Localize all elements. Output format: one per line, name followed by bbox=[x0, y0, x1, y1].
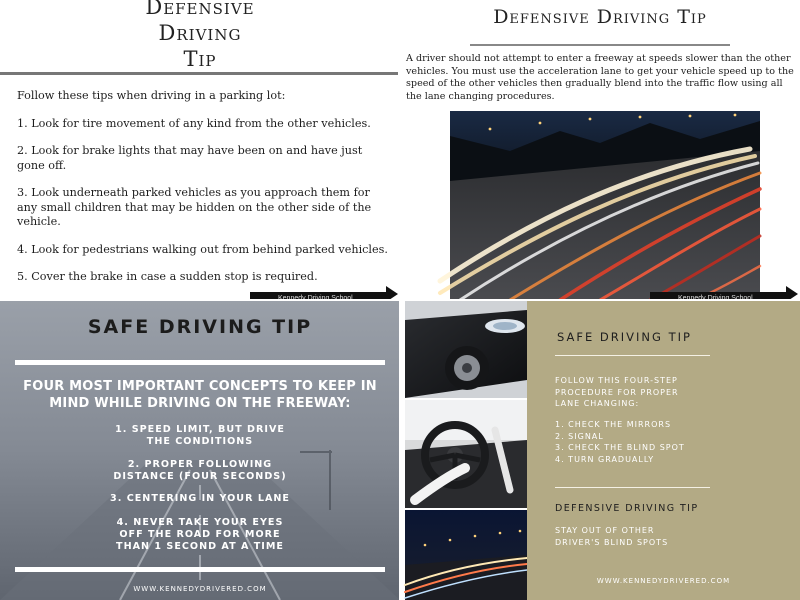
concept-line: THE CONDITIONS bbox=[146, 436, 254, 447]
lane-change-intro bbox=[555, 375, 715, 410]
freeway-concepts-heading: FOUR MOST IMPORTANT CONCEPTS TO KEEP IN MIND WHILE DRIVING ON THE FREEWAY: bbox=[23, 379, 377, 411]
concept-item bbox=[80, 459, 320, 483]
parking-tip-body bbox=[17, 89, 389, 325]
freeway-entry-tip-panel bbox=[400, 0, 800, 300]
blind-spot-tip bbox=[555, 525, 715, 548]
concept-item bbox=[80, 493, 320, 505]
night-highway-photo bbox=[405, 510, 527, 600]
white-divider-top bbox=[15, 360, 385, 365]
lane-change-tip-panel bbox=[400, 300, 800, 600]
parking-tip-title bbox=[100, 0, 300, 72]
title-line-1: Defensive bbox=[145, 0, 255, 19]
title-line-3: Tip bbox=[183, 47, 217, 71]
website-url: WWW.KENNEDYDRIVERED.COM bbox=[133, 585, 267, 593]
concept-line: 2. PROPER FOLLOWING bbox=[127, 459, 273, 470]
concept-line: 4. NEVER TAKE YOUR EYES bbox=[116, 517, 284, 528]
step-item: 2. SIGNAL bbox=[555, 431, 604, 441]
parking-lot-tip-panel bbox=[0, 0, 400, 300]
concept-line: 1. SPEED LIMIT, BUT DRIVE bbox=[115, 424, 285, 435]
title-divider bbox=[470, 44, 730, 46]
highway-light-trails-photo bbox=[450, 111, 760, 300]
step-item: 1. CHECK THE MIRRORS bbox=[555, 420, 672, 429]
intro-line: PROCEDURE FOR PROPER bbox=[555, 387, 679, 397]
parking-tip-item: 1. Look for tire movement of any kind from the other vehicles. bbox=[17, 116, 371, 130]
blind-spot-line: STAY OUT OF OTHER bbox=[555, 526, 655, 535]
title-line-2: Driving bbox=[158, 21, 242, 45]
freeway-tip-body: A driver should not attempt to enter a freeway at speeds slower than the other vehicles. You must use the acceleration lane to get your vehicle speed up to the speed of the other vehicles then gradually blend into the traffic flow using all the lane changing procedures. bbox=[406, 53, 794, 102]
title-divider bbox=[0, 72, 398, 75]
parking-tip-item: 3. Look underneath parked vehicles as you approach them for any small children that may be hidden on the other side of the vehicle. bbox=[17, 186, 372, 228]
step-item: 4. TURN GRADUALLY bbox=[555, 454, 655, 464]
lane-change-steps bbox=[555, 419, 715, 465]
parking-tip-intro: Follow these tips when driving in a parking lot: bbox=[17, 89, 286, 102]
parking-tip-item: 5. Cover the brake in case a sudden stop is required. bbox=[17, 270, 318, 283]
concept-line: OFF THE ROAD FOR MORE bbox=[119, 529, 281, 540]
intro-line: LANE CHANGING: bbox=[555, 399, 640, 408]
freeway-concepts-tip-panel bbox=[0, 300, 400, 600]
website-url: WWW.KENNEDYDRIVERED.COM bbox=[596, 577, 731, 585]
safe-driving-tip-title: SAFE DRIVING TIP bbox=[87, 316, 313, 338]
grid-divider-horizontal bbox=[0, 299, 800, 301]
khaki-text-block bbox=[527, 300, 800, 600]
foggy-highway-background bbox=[0, 300, 400, 600]
concept-line: 3. CENTERING IN YOUR LANE bbox=[110, 493, 290, 504]
car-front-photo bbox=[405, 300, 527, 398]
khaki-divider-top bbox=[555, 355, 710, 356]
parking-tip-item: 4. Look for pedestrians walking out from behind parked vehicles. bbox=[17, 242, 388, 256]
blind-spot-line: DRIVER'S BLIND SPOTS bbox=[555, 537, 669, 547]
defensive-driving-tip-title: DEFENSIVE DRIVING TIP bbox=[555, 503, 699, 514]
concept-item bbox=[80, 517, 320, 553]
intro-line: FOLLOW THIS FOUR-STEP bbox=[555, 376, 678, 385]
white-divider-bottom bbox=[15, 567, 385, 572]
concept-line: DISTANCE (FOUR SECONDS) bbox=[113, 471, 287, 482]
concept-item bbox=[80, 424, 320, 448]
concept-line: THAN 1 SECOND AT A TIME bbox=[116, 541, 284, 552]
safe-driving-tip-title: SAFE DRIVING TIP bbox=[557, 330, 692, 344]
freeway-tip-title: Defensive Driving Tip bbox=[493, 6, 707, 28]
steering-wheel-photo bbox=[405, 400, 527, 508]
parking-tip-item: 2. Look for brake lights that may have been on and have just gone off. bbox=[17, 144, 363, 172]
khaki-divider-bottom bbox=[555, 487, 710, 488]
driving-photo-strip bbox=[405, 300, 527, 600]
step-item: 3. CHECK THE BLIND SPOT bbox=[555, 443, 685, 452]
